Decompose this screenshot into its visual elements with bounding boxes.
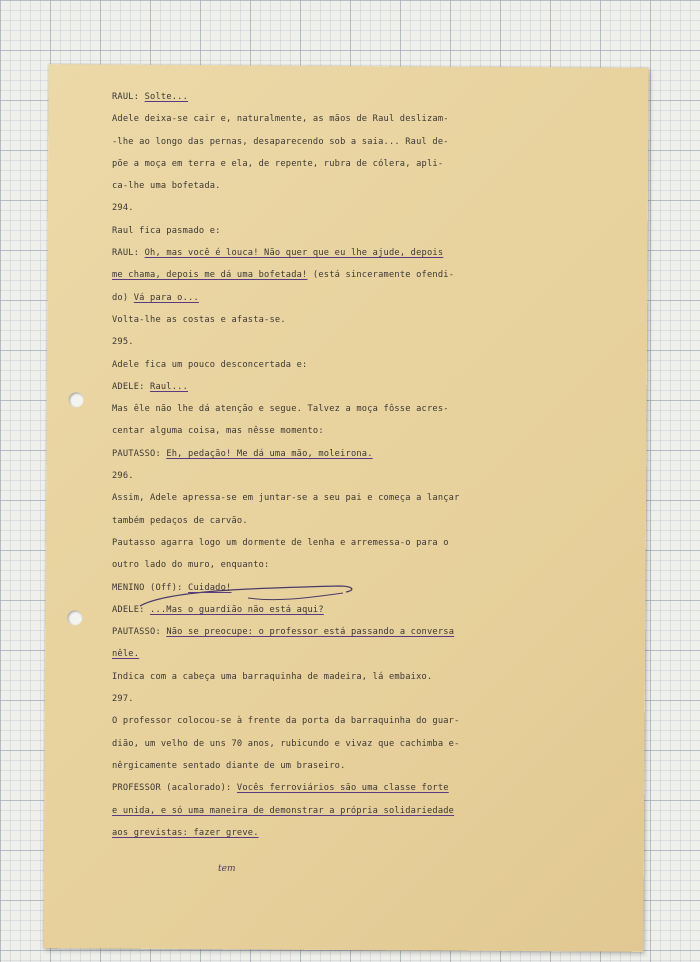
- text-segment: RAUL:: [112, 248, 145, 259]
- underlined-dialogue: aos grevistas: fazer greve.: [112, 827, 259, 838]
- text-line: [112, 777, 552, 799]
- text-line: [112, 153, 552, 175]
- punch-hole-top: [69, 392, 84, 407]
- text-segment: PAUTASSO:: [112, 627, 167, 638]
- text-segment: PROFESSOR (acalorado):: [112, 783, 237, 794]
- text-segment: Volta-lhe as costas e afasta-se.: [112, 314, 286, 325]
- text-line: [112, 309, 552, 331]
- text-line: [112, 465, 552, 487]
- text-line: [112, 175, 552, 197]
- underlined-dialogue: Vá para o...: [133, 292, 199, 303]
- text-segment: também pedaços de carvão.: [112, 515, 248, 526]
- text-segment: ca-lhe uma bofetada.: [112, 181, 221, 192]
- text-line: [112, 420, 552, 442]
- text-segment: MENINO (Off):: [112, 582, 189, 593]
- text-line: [112, 398, 552, 420]
- underlined-dialogue: ...Mas o guardião não está aqui?: [150, 604, 324, 615]
- text-segment: Raul fica pasmado e:: [112, 225, 221, 236]
- text-line: [112, 755, 552, 777]
- text-line: [112, 264, 552, 286]
- underlined-dialogue: Cuidado!: [188, 582, 232, 593]
- text-segment: ADELE:: [112, 381, 151, 392]
- text-line: [112, 710, 552, 732]
- text-segment: Mas êle não lhe dá atenção e segue. Talvez a moça fôsse acres-: [112, 404, 449, 415]
- text-segment: Pautasso agarra logo um dormente de lenha e arremessa-o para o: [112, 537, 449, 548]
- text-line: [112, 554, 552, 576]
- text-line: [112, 86, 552, 108]
- text-line: [112, 443, 552, 465]
- text-line: [112, 688, 552, 710]
- text-line: [112, 621, 552, 643]
- text-line: [112, 242, 552, 264]
- text-segment: põe a moça em terra e ela, de repente, rubra de cólera, apli-: [112, 158, 444, 169]
- text-segment: 295.: [112, 337, 134, 348]
- text-line: [112, 800, 552, 822]
- text-segment: ADELE:: [112, 604, 151, 615]
- text-line: [112, 577, 552, 599]
- underlined-dialogue: e unida, e só uma maneira de demonstrar a própria solidariedade: [112, 805, 455, 816]
- text-line: [112, 487, 552, 509]
- text-line: [112, 822, 552, 844]
- text-segment: Indica com a cabeça uma barraquinha de madeira, lá embaixo.: [112, 671, 433, 682]
- text-segment: 294.: [112, 203, 134, 214]
- text-segment: PAUTASSO:: [112, 448, 167, 459]
- underlined-dialogue: Não se preocupe: o professor está passando a conversa: [166, 627, 455, 638]
- text-segment: do): [112, 292, 134, 303]
- text-segment: dião, um velho de uns 70 anos, rubicundo e vivaz que cachimba e-: [112, 738, 460, 749]
- text-line: [112, 376, 552, 398]
- text-segment: -lhe ao longo das pernas, desaparecendo sob a saia... Raul de-: [112, 136, 449, 147]
- punch-hole-bottom: [67, 610, 82, 625]
- text-segment: 296.: [112, 471, 134, 482]
- text-line: [112, 331, 552, 353]
- text-line: [112, 108, 552, 130]
- text-segment: Assim, Adele apressa-se em juntar-se a seu pai e começa a lançar: [112, 493, 460, 504]
- underlined-dialogue: me chama, depois me dá uma bofetada!: [112, 270, 308, 281]
- text-line: [112, 532, 552, 554]
- text-line: [112, 510, 552, 532]
- text-segment: RAUL:: [112, 92, 145, 102]
- underlined-dialogue: Solte...: [144, 92, 189, 102]
- text-segment: nêrgicamente sentado diante de um braseiro.: [112, 760, 346, 771]
- text-segment: 297.: [112, 694, 134, 705]
- text-segment: O professor colocou-se à frente da porta da barraquinha do guar-: [112, 716, 460, 727]
- text-line: [112, 131, 552, 153]
- underlined-dialogue: Vocês ferroviários são uma classe forte: [236, 783, 449, 794]
- text-line: [112, 666, 552, 688]
- text-line: [112, 220, 552, 242]
- underlined-dialogue: Eh, pedação! Me dá uma mão, moleirona.: [166, 448, 373, 459]
- text-line: [112, 599, 552, 621]
- text-line: [112, 643, 552, 665]
- text-segment: Adele fica um pouco desconcertada e:: [112, 359, 308, 370]
- text-line: [112, 733, 552, 755]
- text-segment: outro lado do muro, enquanto:: [112, 560, 270, 571]
- text-line: [112, 287, 552, 309]
- underlined-dialogue: nêle.: [112, 649, 140, 660]
- text-line: [112, 197, 552, 219]
- text-segment: centar alguma coisa, mas nêsse momento:: [112, 426, 324, 437]
- text-segment: Adele deixa-se cair e, naturalmente, as mãos de Raul deslizam-: [112, 114, 449, 125]
- text-segment: (está sinceramente ofendi-: [307, 270, 455, 281]
- underlined-dialogue: Oh, mas você é louca! Não quer que eu lhe ajude, depois: [144, 248, 444, 259]
- script-text-body: [112, 86, 552, 844]
- text-line: [112, 354, 552, 376]
- underlined-dialogue: Raul...: [150, 381, 189, 392]
- handwritten-note: tem: [218, 864, 236, 874]
